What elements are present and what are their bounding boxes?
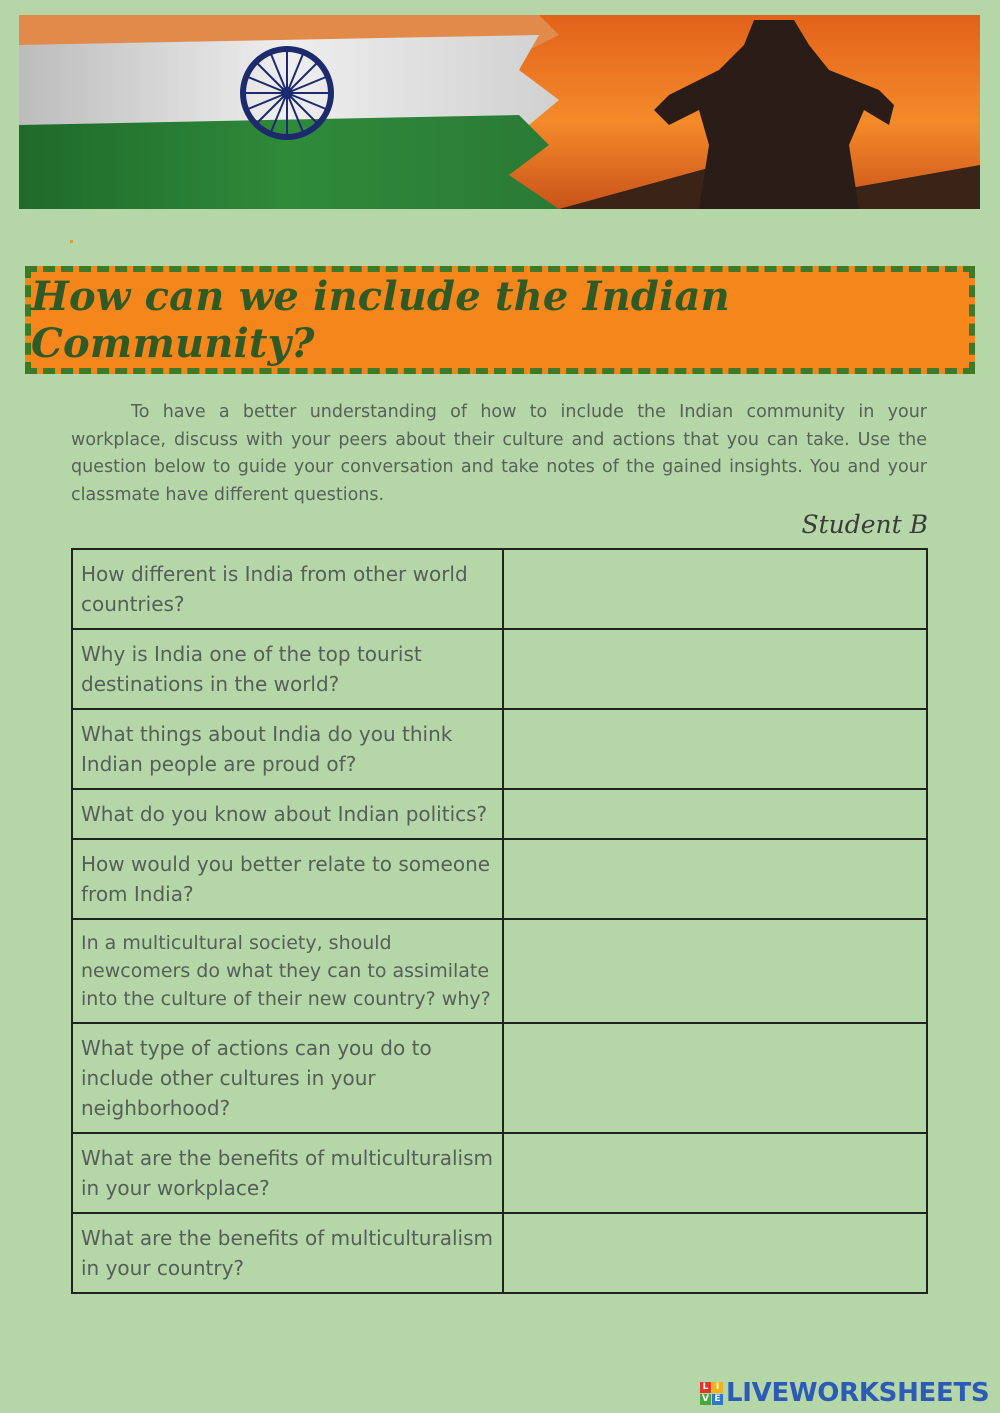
badge-letter: L <box>700 1382 711 1393</box>
question-cell: What things about India do you think Indian people are proud of? <box>72 709 503 789</box>
answer-field[interactable] <box>503 1023 927 1133</box>
banner-image <box>19 15 980 209</box>
answer-field[interactable] <box>503 629 927 709</box>
student-label: Student B <box>801 510 928 539</box>
india-flag-banner-icon <box>19 15 980 209</box>
table-row <box>72 1023 927 1133</box>
logo-text: LIVEWORKSHEETS <box>726 1378 990 1408</box>
intro-paragraph <box>71 399 927 509</box>
liveworksheets-logo[interactable] <box>700 1378 989 1408</box>
intro-text: To have a better understanding of how to include the Indian community in your workplace, discuss with your peers about their culture and actions that you can take. Use the question below to guide your conversation and take notes of the gained insights. You and your classmate have different questions. <box>71 402 927 505</box>
answer-field[interactable] <box>503 549 927 629</box>
table-row <box>72 1213 927 1293</box>
answer-field[interactable] <box>503 1213 927 1293</box>
question-cell: In a multicultural society, should newcomers do what they can to assimilate into the culture of their new country? why? <box>72 919 503 1023</box>
table-row <box>72 789 927 839</box>
title-banner <box>25 266 975 374</box>
badge-letter: I <box>712 1382 723 1393</box>
answer-field[interactable] <box>503 1133 927 1213</box>
questions-table <box>71 548 928 1294</box>
question-cell: What are the benefits of multiculturalism in your workplace? <box>72 1133 503 1213</box>
table-row <box>72 709 927 789</box>
badge-letter: E <box>712 1394 723 1405</box>
badge-letter: V <box>700 1394 711 1405</box>
answer-field[interactable] <box>503 789 927 839</box>
answer-field[interactable] <box>503 709 927 789</box>
table-row <box>72 629 927 709</box>
answer-field[interactable] <box>503 919 927 1023</box>
question-cell: How would you better relate to someone from India? <box>72 839 503 919</box>
question-cell: How different is India from other world countries? <box>72 549 503 629</box>
table-row <box>72 919 927 1023</box>
answer-field[interactable] <box>503 839 927 919</box>
question-cell: Why is India one of the top tourist destinations in the world? <box>72 629 503 709</box>
table-row <box>72 549 927 629</box>
table-row <box>72 839 927 919</box>
question-cell: What do you know about Indian politics? <box>72 789 503 839</box>
decorative-dot <box>70 240 73 243</box>
question-cell: What type of actions can you do to include other cultures in your neighborhood? <box>72 1023 503 1133</box>
table-row <box>72 1133 927 1213</box>
live-badge-icon <box>700 1382 723 1405</box>
question-cell: What are the benefits of multiculturalism in your country? <box>72 1213 503 1293</box>
page-title: How can we include the Indian Community? <box>31 273 730 367</box>
